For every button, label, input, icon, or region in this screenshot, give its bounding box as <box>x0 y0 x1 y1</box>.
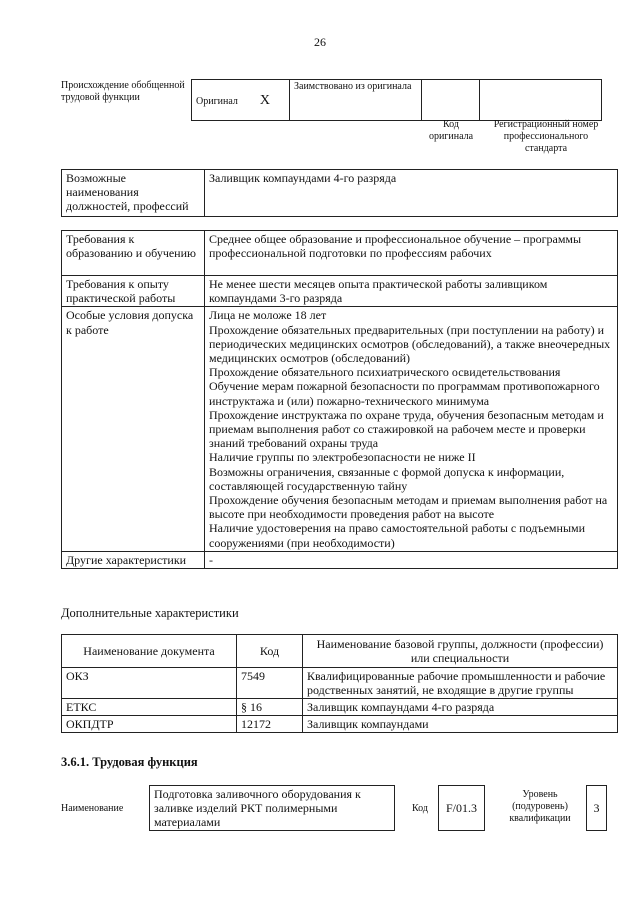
borrowed-label: Заимствовано из оригинала <box>294 81 412 92</box>
positions-value: Заливщик компаундами 4-го разряда <box>205 170 618 217</box>
function-name-value: Подготовка заливочного оборудования к заливке изделий РКТ полимерными материалами <box>150 786 395 831</box>
row-doc: ОКЗ <box>62 668 237 699</box>
function-code-label: Код <box>412 803 428 814</box>
page-number: 26 <box>314 35 326 49</box>
admission-item: Наличие группы по электробезопасности не ниже II <box>209 450 476 465</box>
regnum-caption: Регистрационный номер профессионального стандарта <box>493 119 599 154</box>
borrowed-cell <box>290 80 422 121</box>
row-name: Заливщик компаундами <box>303 716 618 733</box>
table-row <box>62 716 618 733</box>
admission-item: Прохождение обязательных предварительных (при поступлении на работу) и периодических медицинских осмотров (обследований), а также внеочередных медицинских осмотров (обследований) <box>209 322 611 366</box>
origin-table <box>191 79 602 121</box>
function-code-box <box>438 785 485 831</box>
admission-label: Особые условия допуска к работе <box>62 307 205 551</box>
section-title: 3.6.1. Трудовая функция <box>61 755 198 769</box>
education-value: Среднее общее образование и профессиональное обучение – программы профессиональной подготовки по профессиям рабочих <box>205 231 618 276</box>
regnum-cell <box>480 80 602 121</box>
row-code: 12172 <box>237 716 303 733</box>
experience-label: Требования к опыту практической работы <box>62 276 205 307</box>
admission-item: Лица не моложе 18 лет <box>209 308 327 323</box>
level-label: Уровень (подуровень) квалификации <box>509 789 571 824</box>
row-code: § 16 <box>237 699 303 716</box>
experience-value: Не менее шести месяцев опыта практической работы заливщиком компаундами 3-го разряда <box>205 276 618 307</box>
table-row <box>62 699 618 716</box>
admission-item: Прохождение инструктажа по охране труда, обучения безопасным методам и приемам выполнения работ со стажировкой на рабочем месте и проверки знаний требований охраны труда <box>209 407 604 451</box>
code-original-caption: Код оригинала <box>428 119 474 142</box>
row-code: 7549 <box>237 668 303 699</box>
header-name: Наименование базовой группы, должности (профессии) или специальности <box>303 635 618 668</box>
positions-table <box>61 169 618 217</box>
admission-list <box>205 307 618 551</box>
admission-item: Обучение мерам пожарной безопасности по программам противопожарного инструктажа и (или) пожарно-технического минимума <box>209 379 600 408</box>
function-name-label: Наименование <box>61 803 124 814</box>
positions-label: Возможные наименования должностей, профессий <box>62 170 205 217</box>
original-mark: X <box>259 93 271 108</box>
row-name: Заливщик компаундами 4-го разряда <box>303 699 618 716</box>
row-name: Квалифицированные рабочие промышленности и рабочие родственных занятий, не входящие в другие группы <box>303 668 618 699</box>
origin-label: Происхождение обобщенной трудовой функции <box>61 80 185 103</box>
header-code: Код <box>237 635 303 668</box>
row-doc: ОКПДТР <box>62 716 237 733</box>
function-code-value: F/01.3 <box>439 786 485 831</box>
other-value: - <box>205 551 618 568</box>
admission-item: Возможны ограничения, связанные с формой допуска к информации, составляющей государственную тайну <box>209 464 565 493</box>
education-label: Требования к образованию и обучению <box>62 231 205 276</box>
table-row <box>62 668 618 699</box>
code-original-cell <box>422 80 480 121</box>
admission-item: Прохождение обучения безопасным методам и приемам выполнения работ на высоте при необходимости проведения работ на высоте <box>209 493 608 522</box>
level-value: 3 <box>587 786 607 831</box>
row-doc: ЕТКС <box>62 699 237 716</box>
requirements-table <box>61 230 618 569</box>
admission-item: Наличие удостоверения на право самостоятельной работы с подъемными сооружениями (при необходимости) <box>209 521 586 550</box>
other-label: Другие характеристики <box>62 551 205 568</box>
level-box <box>586 785 607 831</box>
function-name-box <box>149 785 395 831</box>
header-doc: Наименование документа <box>62 635 237 668</box>
original-label: Оригинал <box>196 96 238 107</box>
admission-item: Прохождение обязательного психиатрического освидетельствования <box>209 365 561 380</box>
original-cell <box>192 80 290 121</box>
additional-title: Дополнительные характеристики <box>61 606 239 620</box>
additional-table <box>61 634 618 733</box>
